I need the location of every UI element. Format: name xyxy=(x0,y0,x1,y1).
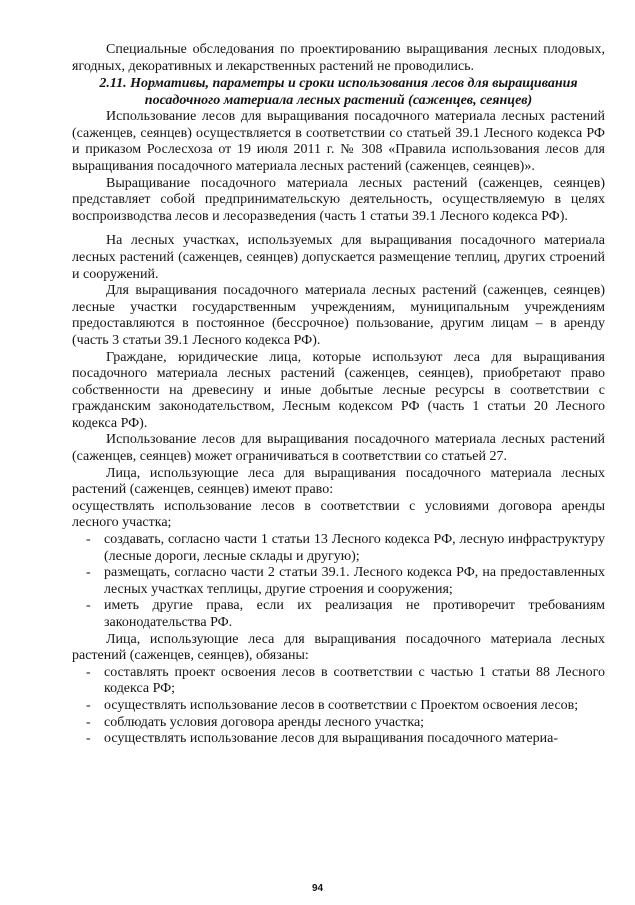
dash-bullet: - xyxy=(86,731,91,747)
page-number: 94 xyxy=(311,883,324,894)
list-item xyxy=(72,698,605,715)
dash-bullet: - xyxy=(86,598,91,614)
section-number: 2.11. xyxy=(99,76,127,92)
list-item xyxy=(72,731,605,748)
intro-paragraph: Специальные обследования по проектированию выращивания лесных плодовых, ягодных, декоративных и лекарственных растений не проводились. xyxy=(72,42,605,74)
list-item-text: размещать, согласно части 2 статьи 39.1. Лесного кодекса РФ, на предоставленных лесных участках теплицы, другие строения и сооружения; xyxy=(104,565,605,597)
dash-bullet: - xyxy=(86,714,91,730)
page-content xyxy=(72,42,605,748)
list-item xyxy=(72,665,605,698)
paragraph: Лица, использующие леса для выращивания посадочного материала лесных растений (саженцев, сеянцев) имеют право: xyxy=(72,465,605,498)
rights-list xyxy=(72,532,605,632)
duties-intro: Лица, использующие леса для выращивания посадочного материала лесных растений (саженцев, сеянцев), обязаны: xyxy=(72,631,605,664)
section-heading xyxy=(72,75,605,109)
dash-bullet: - xyxy=(86,664,91,680)
paragraph: Выращивание посадочного материала лесных растений (саженцев, сеянцев) представляет собой предпринимательскую деятельность, осуществляемую в целях воспроизводства лесов и лесоразведения (часть 1 статьи 39.1 Лесного кодекса РФ). xyxy=(72,175,605,224)
list-item-text: осуществлять использование лесов для выращивания посадочного материа- xyxy=(104,731,559,747)
list-item-text: составлять проект освоения лесов в соответствии с частью 1 статьи 88 Лесного кодекса РФ; xyxy=(104,664,605,697)
paragraph: Для выращивания посадочного материала лесных растений (саженцев, сеянцев) лесные участки государственным учреждениям, муниципальным учреждениям предоставляются в постоянное (бессрочное) пользование, другим лицам – в аренду (часть 3 статьи 39.1 Лесного кодекса РФ). xyxy=(72,283,605,348)
list-item xyxy=(72,598,605,631)
dash-bullet: - xyxy=(86,565,91,581)
list-item-text: осуществлять использование лесов в соответствии с Проектом освоения лесов; xyxy=(104,697,579,713)
paragraph: На лесных участках, используемых для выращивания посадочного материала лесных растений (саженцев, сеянцев) допускается размещение теплиц, других строений и сооружений. xyxy=(72,233,605,282)
dash-bullet: - xyxy=(86,532,91,548)
list-item-text: создавать, согласно части 1 статьи 13 Лесного кодекса РФ, лесную инфраструктуру (лесные дороги, лесные склады и другую); xyxy=(104,532,605,564)
list-item-text: иметь другие права, если их реализация не противоречит требованиям законодательства РФ. xyxy=(104,598,605,630)
list-item-text: соблюдать условия договора аренды лесного участка; xyxy=(104,714,425,730)
duties-list xyxy=(72,665,605,748)
list-item xyxy=(72,532,605,565)
paragraph: Использование лесов для выращивания посадочного материала лесных растений (саженцев, сеянцев) осуществляется в соответствии со статьей 39.1 Лесного кодекса РФ и приказом Рослесхоза от 19 июля 2011 г. № 308 «Правила использования лесов для выращивания посадочного материала лесных растений (саженцев, сеянцев)». xyxy=(72,109,605,174)
dash-bullet: - xyxy=(86,697,91,713)
paragraph: Граждане, юридические лица, которые используют леса для выращивания посадочного материала лесных растений (саженцев, сеянцев), приобретают право собственности на древесину и иные добытые лесные ресурсы в соответствии с гражданским законодательством, Лесным кодексом РФ (часть 1 статьи 20 Лесного кодекса РФ). xyxy=(72,349,605,431)
section-title: Нормативы, параметры и сроки использования лесов для выращивания посадочного материала лесных растений (саженцев, сеянцев) xyxy=(130,76,578,109)
rights-lead: осуществлять использование лесов в соответствии с условиями договора аренды лесного участка; xyxy=(72,498,605,531)
list-item xyxy=(72,715,605,732)
list-item xyxy=(72,565,605,598)
paragraph: Использование лесов для выращивания посадочного материала лесных растений (саженцев, сеянцев) может ограничиваться в соответствии со статьей 27. xyxy=(72,432,605,465)
